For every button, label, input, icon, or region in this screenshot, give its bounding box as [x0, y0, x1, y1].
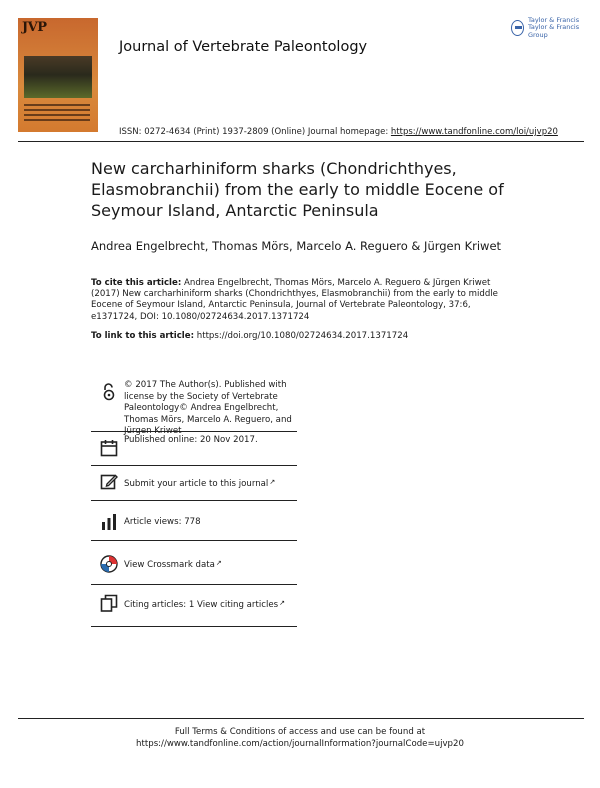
published-date: Published online: 20 Nov 2017. — [124, 435, 258, 445]
footer-terms-text: Full Terms & Conditions of access and use can be found at — [174, 727, 426, 737]
edit-icon — [99, 472, 119, 492]
citing-row[interactable] — [91, 584, 297, 627]
license-text: © 2017 The Author(s). Published with license by the Society of Vertebrate Paleontology© Andrea Engelbrecht, Thomas Mörs, Marcelo A. Reguero, and Jürgen Kriwet — [124, 380, 292, 437]
citing-articles-link[interactable]: Citing articles: 1 View citing articles — [124, 600, 279, 610]
article-views: Article views: 778 — [124, 517, 201, 527]
views-row — [91, 500, 297, 541]
crossmark-link[interactable]: View Crossmark data — [124, 560, 215, 570]
article-link-label: To link to this article: — [91, 331, 195, 341]
footer-divider — [18, 718, 584, 719]
submit-row[interactable] — [91, 465, 297, 501]
external-link-icon: ↗ — [215, 559, 222, 567]
cover-title: JVP — [22, 20, 47, 35]
citation-text: Andrea Engelbrecht, Thomas Mörs, Marcelo A. Reguero & Jürgen Kriwet (2017) New carcharhiniform sharks (Chondrichthyes, Elasmobranchii) from the early to middle Eocene of Seymour Island, Antarctic Peninsula, Journal of Vertebrate Paleontology, 37:6, e1371724, DOI: 10.1080/02724634.2017.1371724 — [91, 278, 498, 322]
journal-cover — [18, 18, 98, 132]
external-link-icon: ↗ — [269, 478, 276, 486]
issn-text: ISSN: 0272-4634 (Print) 1937-2809 (Online) Journal homepage: — [119, 127, 391, 137]
publisher-logo-icon — [511, 20, 524, 36]
publisher-logo-name: Taylor & Francis — [527, 15, 580, 24]
license-row — [91, 378, 297, 437]
cover-text-lines — [24, 104, 90, 124]
cover-artwork — [24, 56, 92, 98]
crossmark-row[interactable] — [91, 540, 297, 585]
issn-line — [119, 127, 558, 137]
footer — [0, 726, 600, 750]
publisher-logo[interactable] — [511, 15, 585, 39]
published-row — [91, 431, 297, 466]
external-link-icon: ↗ — [279, 599, 285, 607]
footer-terms-link[interactable]: https://www.tandfonline.com/action/journalInformation?journalCode=ujvp20 — [136, 739, 464, 749]
article-link-line — [91, 331, 408, 341]
copy-icon — [99, 593, 119, 613]
crossmark-icon — [99, 554, 119, 574]
journal-name[interactable]: Journal of Vertebrate Paleontology — [119, 39, 368, 55]
citation-label: To cite this article: — [91, 278, 182, 288]
calendar-icon — [99, 438, 119, 458]
citation-block — [91, 278, 511, 323]
article-doi-link[interactable]: https://doi.org/10.1080/02724634.2017.1371724 — [196, 331, 409, 341]
journal-homepage-link[interactable]: https://www.tandfonline.com/loi/ujvp20 — [390, 127, 558, 137]
article-authors: Andrea Engelbrecht, Thomas Mörs, Marcelo A. Reguero & Jürgen Kriwet — [91, 239, 502, 253]
header-divider — [18, 141, 584, 142]
bar-chart-icon — [99, 512, 119, 532]
article-title: New carcharhiniform sharks (Chondrichthyes, Elasmobranchii) from the early to middle Eocene of Seymour Island, Antarctic Peninsula — [91, 159, 504, 220]
open-access-icon — [99, 382, 119, 402]
publisher-logo-group: Taylor & Francis Group — [527, 23, 580, 39]
submit-article-link[interactable]: Submit your article to this journal — [124, 479, 269, 489]
